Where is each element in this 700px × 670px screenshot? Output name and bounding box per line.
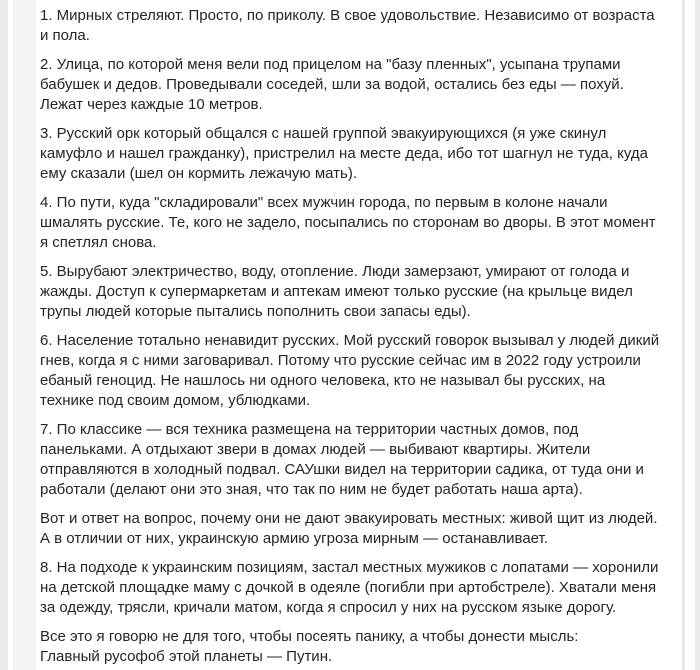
- left-margin-strip: [13, 0, 36, 670]
- right-page-edge: [695, 0, 700, 670]
- post-body: [40, 6, 662, 670]
- paragraph-8: 8. На подходе к украинским позициям, застал местных мужиков с лопатами — хоронили на детской площадке маму с дочкой в одеяле (погибли при артобстреле). Хватали меня за одежду, трясли, кричали матом, когда я спросил у них на русском языке дорогу.: [40, 559, 659, 616]
- paragraph-1: 1. Мирных стреляют. Просто, по приколу. В свое удовольствие. Независимо от возраста и пола.: [40, 7, 655, 44]
- paragraph-6: 6. Население тотально ненавидит русских. Мой русский говорок вызывал у людей дикий гнев, когда я с ними заговаривал. Потому что русские сейчас им в 2022 году устроили ебаный геноцид. Не нашлось ни одного человека, кто не называл бы русских, на технике под своим домом, ублюдками.: [40, 332, 660, 409]
- paragraph-7: 7. По классике — вся техника размещена на территории частных домов, под панельками. А отдыхают звери в домах людей — выбивают квартиры. Жители отправляются в холодный подвал. САУшки видел на территории садика, от туда они и работали (делают они это зная, что так по ним не будет работать наша арта).: [40, 421, 644, 498]
- closing-paragraph: [40, 627, 662, 667]
- closing-line-1: Все это я говорю не для того, чтобы посеять панику, а чтобы донести мысль:: [40, 628, 579, 645]
- paragraph-3: 3. Русский орк который общался с нашей группой эвакуирующихся (я уже скинул камуфло и нашел гражданку), пристрелил на месте деда, ибо тот шагнул не туда, куда ему сказали (шел он кормить лежачую мать).: [40, 125, 648, 182]
- paragraph-2: 2. Улица, по которой меня вели под прицелом на "базу пленных", усыпана трупами бабушек и дедов. Проведывали соседей, шли за водой, остались без еды — похуй. Лежат через каждые 10 метров.: [40, 56, 624, 113]
- paragraph-5: 5. Вырубают электричество, воду, отопление. Люди замерзают, умирают от голода и жажды. Доступ к супермаркетам и аптекам имеют только русские (на крыльце видел трупы людей которые пытались пополнить свои запасы еды).: [40, 263, 633, 320]
- right-border-line: [682, 0, 685, 670]
- paragraph-4: 4. По пути, куда "складировали" всех мужчин города, по первым в колоне начали шмалять русские. Те, кого не задело, посыпались по сторонам во дворы. В этот момент я спетлял снова.: [40, 194, 656, 251]
- closing-line-2: Главный русофоб этой планеты — Путин.: [40, 648, 333, 665]
- paragraph-human-shield: Вот и ответ на вопрос, почему они не дают эвакуировать местных: живой щит из людей. А в отличии от них, украинскую армию угроза мирным — останавливает.: [40, 510, 658, 547]
- left-page-edge: [0, 0, 8, 670]
